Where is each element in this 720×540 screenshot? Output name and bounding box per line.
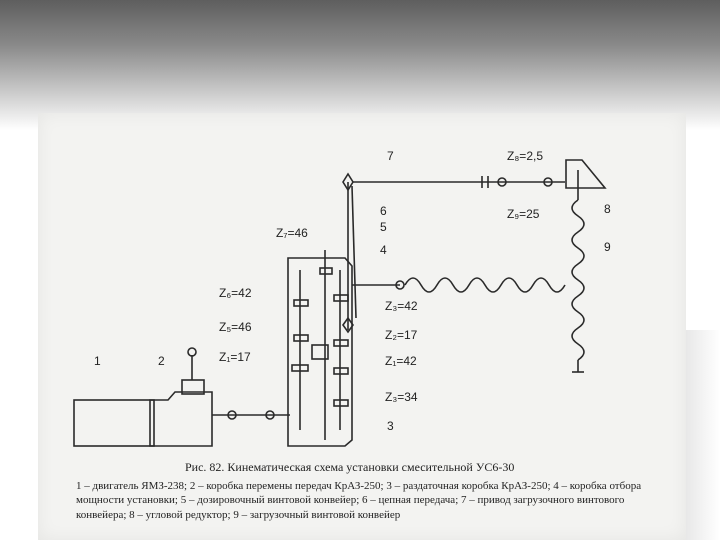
label-z9: Z₉=25 [507, 207, 540, 221]
figure-legend: 1 – двигатель ЯМЗ-238; 2 – коробка перемены передач КрАЗ-250; 3 – раздаточная коробка КрАЗ-250; 4 – коробка отбора мощности установки; 5 – дозировочный винтовой конвейер; 6 – цепная передача; 7 – привод загрузочного винтового конвейера; 8 – угловой редуктор; 9 – загрузочный винтовой конвейер [76, 480, 642, 521]
gearbox-body [150, 392, 212, 446]
label-1: 1 [94, 354, 101, 368]
angle-reducer [566, 160, 605, 188]
gear-z3 [334, 400, 348, 406]
label-z1: Z₁=17 [219, 350, 251, 364]
label-5: 5 [380, 220, 387, 234]
gear-z3r [334, 295, 348, 301]
label-z6: Z₆=42 [219, 286, 252, 300]
label-8: 8 [604, 202, 611, 216]
gear-z6 [294, 300, 308, 306]
label-3: 3 [387, 419, 394, 433]
label-z3r: Z₃=42 [385, 299, 418, 313]
label-9: 9 [604, 240, 611, 254]
gear-z2 [334, 340, 348, 346]
label-z7: Z₇=46 [276, 226, 308, 240]
gear-z7 [320, 268, 332, 274]
label-2: 2 [158, 354, 165, 368]
loading-screw-conveyor [572, 200, 584, 360]
gear-z5 [294, 335, 308, 341]
label-4: 4 [380, 243, 387, 257]
label-z5: Z₅=46 [219, 320, 252, 334]
label-7: 7 [387, 149, 394, 163]
transfer-case-housing [288, 258, 352, 446]
gear-z1r [334, 368, 348, 374]
engine-block [74, 400, 154, 446]
label-z8: Z₈=2,5 [507, 149, 543, 163]
gear-lever-knob [188, 348, 196, 356]
label-z3: Z₃=34 [385, 390, 418, 404]
label-6: 6 [380, 204, 387, 218]
label-z2: Z₂=17 [385, 328, 418, 342]
figure-caption: Рис. 82. Кинематическая схема установки смесительной УС6-30 [185, 460, 515, 474]
dosing-screw-conveyor [405, 278, 565, 292]
label-z1r: Z₁=42 [385, 354, 417, 368]
